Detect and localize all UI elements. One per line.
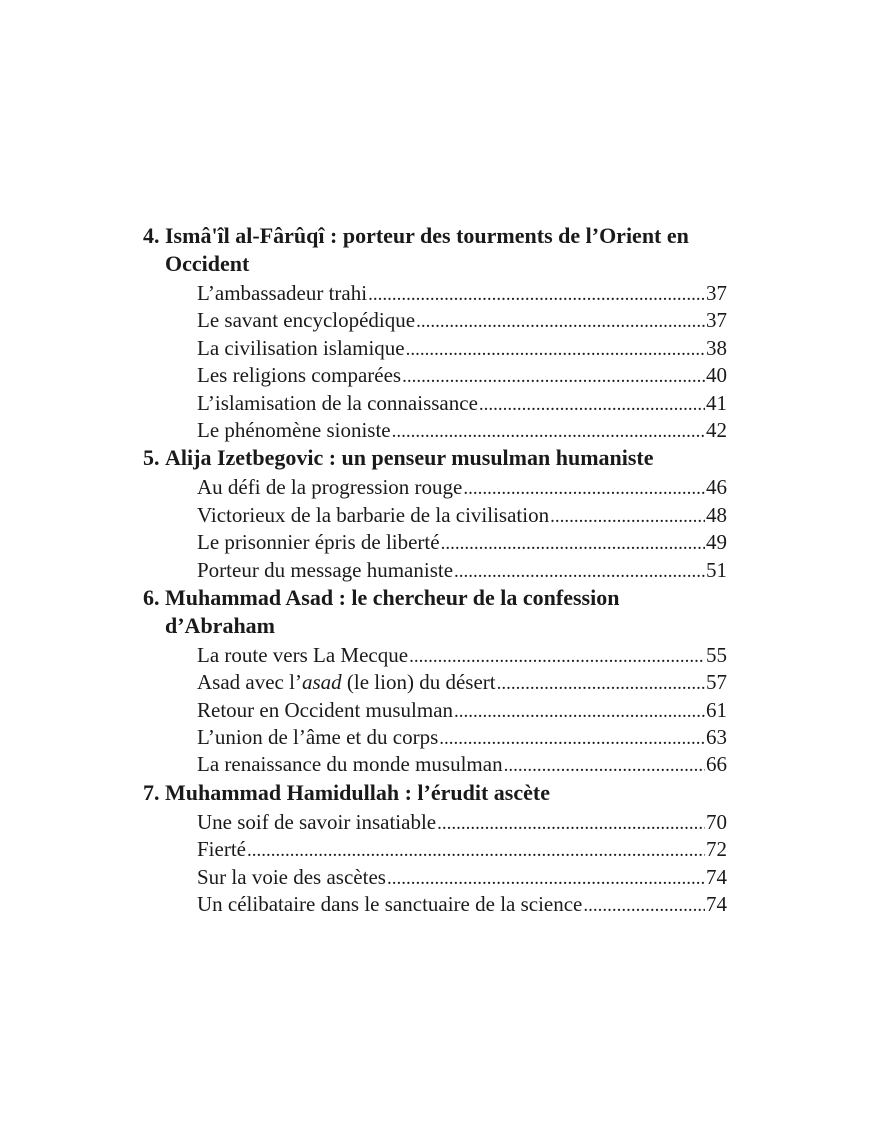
entry-page-number: 55: [706, 642, 727, 667]
toc-entry[interactable]: [197, 307, 727, 334]
dot-leader: [368, 281, 705, 308]
entry-label: La route vers La Mecque: [197, 642, 409, 667]
dot-leader: [441, 530, 705, 557]
toc-entry[interactable]: [197, 335, 727, 362]
entry-label: Retour en Occident musulman: [197, 697, 454, 722]
dot-leader: [437, 810, 705, 837]
entry-page-number: 57: [706, 670, 727, 695]
entry-label: Fierté: [197, 837, 246, 862]
entry-page-number: 37: [706, 281, 727, 305]
dot-leader: [416, 308, 705, 335]
entry-page-number: 72: [706, 837, 727, 862]
toc-entry[interactable]: [197, 474, 727, 501]
entry-page-number: 63: [706, 725, 727, 750]
toc-entry[interactable]: [197, 836, 727, 863]
entry-label-part: Asad avec l’: [197, 670, 302, 695]
chapter-number: 5.: [143, 445, 160, 471]
toc-entry[interactable]: [197, 751, 727, 778]
toc-entry[interactable]: [197, 642, 727, 669]
chapter-entries: [0, 809, 870, 919]
dot-leader: [550, 503, 705, 530]
chapter-title: Alija Izetbegovic : un penseur musulman humaniste: [165, 445, 654, 471]
entry-page-number: 70: [706, 809, 727, 834]
entry-label: L’ambassadeur trahi: [197, 281, 368, 305]
table-of-contents: [0, 222, 870, 918]
toc-entry[interactable]: [197, 280, 727, 307]
dot-leader: [479, 391, 705, 418]
dot-leader: [439, 725, 705, 752]
entry-label: Le savant encyclopédique: [197, 308, 416, 333]
dot-leader: [497, 670, 705, 697]
dot-leader: [463, 475, 705, 502]
entry-label-italic-part: asad: [301, 670, 342, 695]
dot-leader: [406, 336, 705, 363]
entry-label: Un célibataire dans le sanctuaire de la science: [197, 892, 583, 917]
chapter-number: 7.: [143, 779, 160, 805]
entry-label: Le phénomène sioniste: [197, 417, 391, 442]
chapter-entries: [0, 642, 870, 779]
chapter-heading: [143, 779, 733, 807]
chapter-4: [0, 222, 870, 444]
entry-label: Les religions comparées: [197, 363, 402, 388]
chapter-title: Ismâ'îl al-Fârûqî : porteur des tourments de l’Orient en Occident: [165, 223, 689, 276]
entry-label-part: (le lion) du désert: [341, 670, 496, 695]
dot-leader: [392, 418, 705, 445]
toc-entry[interactable]: [197, 390, 727, 417]
chapter-number: 4.: [143, 223, 160, 248]
entry-label: L’islamisation de la connaissance: [197, 390, 478, 415]
entry-page-number: 40: [706, 363, 727, 388]
chapter-entries: [0, 280, 870, 444]
toc-entry[interactable]: [197, 864, 727, 891]
entry-label: [197, 669, 496, 696]
entry-page-number: 48: [706, 502, 727, 527]
toc-entry[interactable]: [197, 529, 727, 556]
toc-entry[interactable]: [197, 669, 727, 696]
chapter-title: Muhammad Hamidullah : l’érudit ascète: [165, 779, 550, 805]
entry-label: Au défi de la progression rouge: [197, 475, 463, 500]
dot-leader: [583, 892, 705, 919]
entry-page-number: 51: [706, 557, 727, 582]
toc-entry[interactable]: [197, 809, 727, 836]
entry-page-number: 74: [706, 864, 727, 889]
toc-entry[interactable]: [197, 697, 727, 724]
entry-label: Sur la voie des ascètes: [197, 864, 386, 889]
toc-entry[interactable]: [197, 891, 727, 918]
entry-page-number: 46: [706, 475, 727, 500]
entry-page-number: 38: [706, 335, 727, 360]
entry-label: Une soif de savoir insatiable: [197, 809, 437, 834]
entry-label: Porteur du message humaniste: [197, 557, 454, 582]
entry-page-number: 74: [706, 892, 727, 917]
toc-entry[interactable]: [197, 724, 727, 751]
chapter-number: 6.: [143, 584, 160, 610]
chapter-heading: [143, 584, 733, 640]
chapter-heading: [143, 444, 733, 472]
entry-page-number: 49: [706, 530, 727, 555]
entry-label: Le prisonnier épris de liberté: [197, 530, 440, 555]
entry-label: La civilisation islamique: [197, 335, 405, 360]
chapter-6: [0, 584, 870, 779]
dot-leader: [504, 752, 705, 779]
toc-entry[interactable]: [197, 417, 727, 444]
chapter-heading: [143, 222, 733, 278]
entry-page-number: 61: [706, 697, 727, 722]
dot-leader: [454, 558, 705, 585]
entry-page-number: 41: [706, 390, 727, 415]
chapter-5: [0, 444, 870, 584]
entry-label: La renaissance du monde musulman: [197, 752, 503, 777]
entry-label: L’union de l’âme et du corps: [197, 725, 439, 750]
entry-page-number: 42: [706, 417, 727, 442]
entry-page-number: 37: [706, 308, 727, 333]
dot-leader: [387, 865, 705, 892]
dot-leader: [402, 363, 705, 390]
dot-leader: [247, 837, 705, 864]
toc-entry[interactable]: [197, 502, 727, 529]
entry-label: Victorieux de la barbarie de la civilisation: [197, 502, 550, 527]
dot-leader: [409, 643, 705, 670]
chapter-7: [0, 779, 870, 919]
toc-entry[interactable]: [197, 362, 727, 389]
dot-leader: [454, 698, 705, 725]
toc-entry[interactable]: [197, 557, 727, 584]
entry-page-number: 66: [706, 752, 727, 777]
chapter-title: Muhammad Asad : le chercheur de la confession d’Abraham: [165, 584, 620, 638]
chapter-entries: [0, 474, 870, 584]
